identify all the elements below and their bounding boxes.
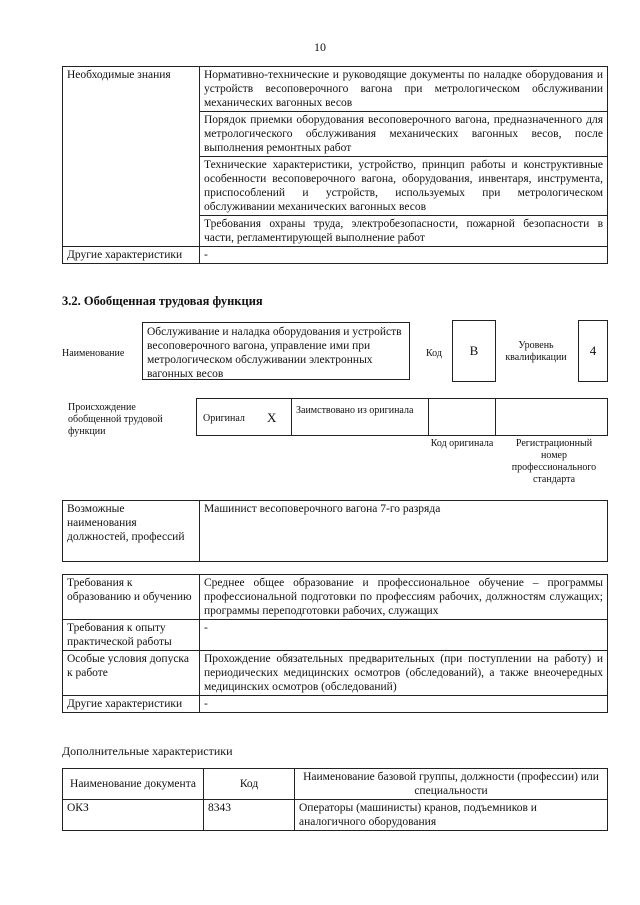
other-characteristics-label: Другие характеристики [63,247,200,264]
table-row [63,696,608,713]
cell-code: 8343 [204,800,295,831]
table-row [63,575,608,620]
knowledge-table [62,66,608,264]
requirement-label: Требования к опыту практической работы [63,620,200,651]
original-label: Оригинал [203,413,245,424]
additional-heading: Дополнительные характеристики [62,744,233,758]
borrowed-label: Заимствовано из оригинала [296,405,414,416]
reg-number-caption: Регистрационный номер профессионального стандарта [511,438,597,485]
original-mark: X [267,410,277,425]
knowledge-item: Требования охраны труда, электробезопасности, пожарной безопасности в части, регламентирующей выполнение работ [200,216,608,247]
requirements-table [62,574,608,713]
positions-table [62,500,608,562]
code-original-caption: Код оригинала [430,438,494,449]
level-label: Уровень квалификации [505,340,567,363]
knowledge-item: Порядок приемки оборудования весоповерочного вагона, предназначенного для метрологического обслуживания механических вагонных весов, после выполнения ремонтных работ [200,112,608,157]
level-value: 4 [578,320,608,382]
cell-document: ОКЗ [63,800,204,831]
table-row [63,67,608,112]
knowledge-label: Необходимые знания [63,67,200,247]
positions-label: Возможные наименования должностей, профессий [63,501,200,562]
page-number: 10 [314,40,326,54]
table-row [63,620,608,651]
header-document: Наименование документа [63,769,204,800]
section-title: 3.2. Обобщенная трудовая функция [62,294,263,308]
knowledge-item: Технические характеристики, устройство, принцип работы и конструктивные особенности весоповерочного вагона, оборудования, инвентаря, инструмента, приспособлений и устройств, используемых при метрологическом обслуживании механических вагонных весов [200,157,608,216]
function-name-value: Обслуживание и наладка оборудования и устройств весоповерочного вагона, управление ими при метрологическом обслуживании электронных вагонных весов [142,322,410,380]
requirement-value: Прохождение обязательных предварительных (при поступлении на работу) и периодических медицинских осмотров (обследований), а также внеочередных медицинских осмотров (обследований) [200,651,608,696]
header-code: Код [204,769,295,800]
requirement-value: Среднее общее образование и профессиональное обучение – программы профессиональной подготовки по профессиям рабочих, должностям служащих; программы переподготовки рабочих, служащих [200,575,608,620]
knowledge-item: Нормативно-технические и руководящие документы по наладке оборудования и устройств весоповерочного вагона при метрологическом обслуживании механических вагонных весов [200,67,608,112]
positions-value: Машинист весоповерочного вагона 7-го разряда [200,501,608,562]
requirement-value: - [200,696,608,713]
code-original-cell [428,399,496,435]
name-label: Наименование [62,348,125,359]
cell-name: Операторы (машинисты) кранов, подъемников и аналогичного оборудования [295,800,608,831]
original-cell [196,399,292,435]
code-value: B [452,320,496,382]
origin-row [196,398,608,436]
requirement-label: Требования к образованию и обучению [63,575,200,620]
requirement-label: Особые условия допуска к работе [63,651,200,696]
table-row [63,247,608,264]
additional-table [62,768,608,831]
requirement-label: Другие характеристики [63,696,200,713]
other-characteristics-value: - [200,247,608,264]
origin-label: Происхождение обобщенной трудовой функции [68,402,163,437]
code-label: Код [426,348,442,359]
table-row [63,501,608,562]
requirement-value: - [200,620,608,651]
table-row [63,651,608,696]
header-name: Наименование базовой группы, должности (профессии) или специальности [295,769,608,800]
table-row [63,800,608,831]
reg-number-cell [496,399,608,435]
table-header-row [63,769,608,800]
